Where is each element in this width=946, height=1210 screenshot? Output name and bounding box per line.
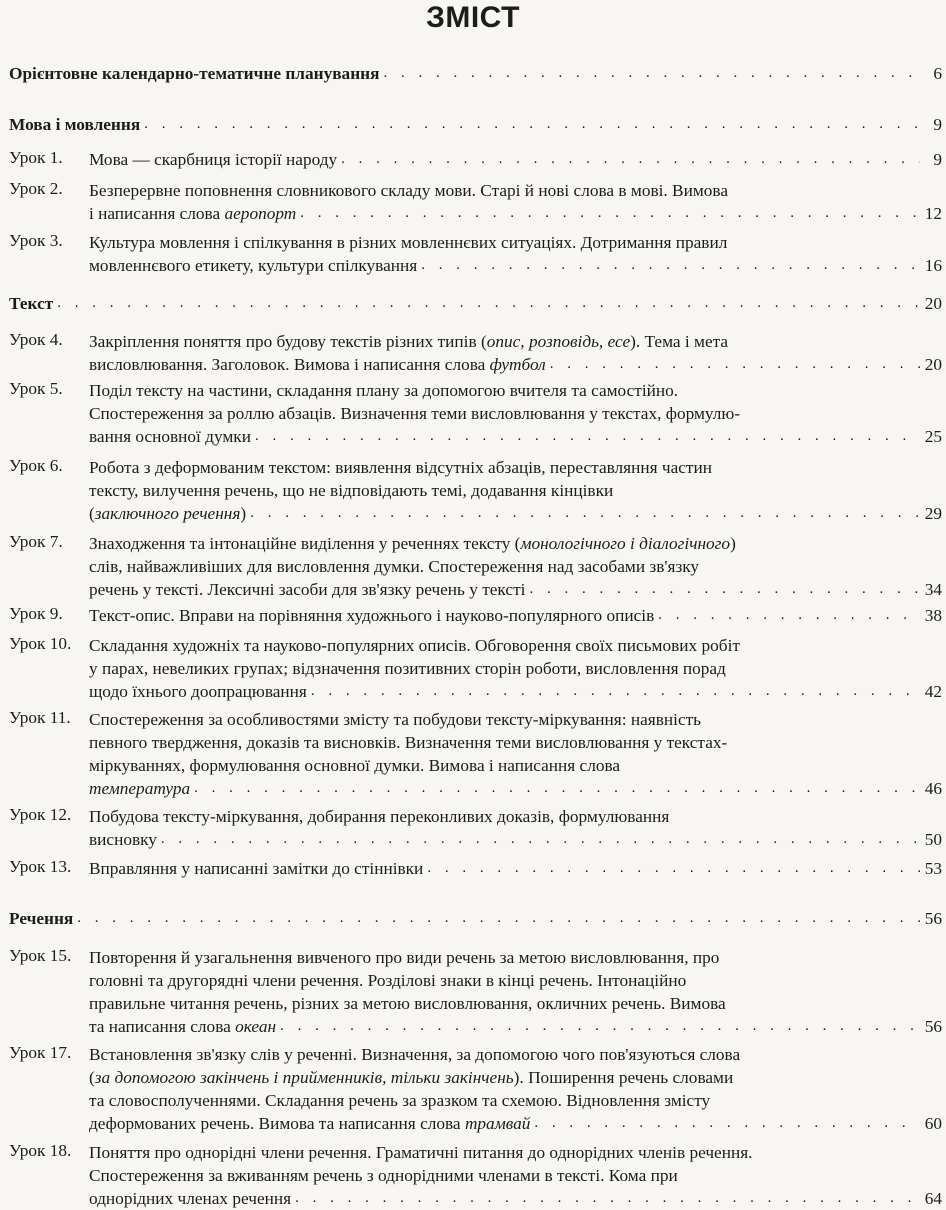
page-number: 46 [924,779,942,798]
page-number: 16 [924,256,942,275]
lesson-number: Урок 18. [9,1141,72,1160]
page-number: 20 [924,294,942,313]
section-title: Текст [9,294,54,313]
page-number: 6 [933,64,942,83]
lesson-title-line: Спостереження за вживанням речень з однорідними членами в тексті. Кома при [89,1166,678,1185]
page-number: 56 [924,1017,942,1036]
lesson-title-line: Закріплення поняття про будову текстів різних типів (опис, розповідь, есе). Тема і мета [89,332,729,351]
italic-phrase: за допомогою закінчень і прийменників, тільки закінчень [94,1068,514,1087]
italic-phrase: монологічного і діалогічного [520,534,731,553]
lesson-number: Урок 2. [9,179,63,198]
dot-leader [421,254,920,277]
lesson-title-line: тексту, вилучення речень, що не відповідають темі, додавання кінцівки [89,481,614,500]
lesson-title: Вправляння у написанні замітки до стіннівки [89,859,424,878]
dot-leader [300,202,920,225]
lesson-number: Урок 3. [9,231,63,250]
dot-leader [250,502,920,525]
page-number: 20 [924,355,942,374]
lesson-title-line: (заключного речення) [89,504,247,523]
lesson-title-line: і написання слова аеропорт [89,204,297,223]
lesson-title-line: Поділ тексту на частини, складання плану за допомогою вчителя та самостійно. [89,381,679,400]
lesson-title-line: Безперервне поповнення словникового складу мови. Старі й нові слова в мові. Вимова [89,181,729,200]
page-number: 9 [933,115,942,134]
lesson-number: Урок 13. [9,857,72,876]
lesson-title-line: та написання слова океан [89,1017,277,1036]
dot-leader [529,578,920,601]
lesson-title-line: Спостереження за роллю абзаців. Визначення теми висловлювання у текстах, формулю- [89,404,741,423]
lesson-title-line: певного твердження, доказів та висновків. Визначення теми висловлювання у текстах- [89,733,728,752]
dot-leader [295,1187,920,1210]
lesson-title-line: щодо їхнього доопрацювання [89,682,307,701]
lesson-title-line: висловлювання. Заголовок. Вимова і написання слова футбол [89,355,546,374]
italic-phrase: заключного речення [94,504,241,523]
page-number: 50 [924,830,942,849]
lesson-title-line: Встановлення зв'язку слів у реченні. Визначення, за допомогою чого пов'язуються слова [89,1045,741,1064]
lesson-number: Урок 10. [9,634,72,653]
lesson-title-line: Повторення й узагальнення вивченого про види речень за метою висловлювання, про [89,948,720,967]
lesson-number: Урок 7. [9,532,63,551]
dot-leader [194,777,920,800]
lesson-title-line: однорідних членах речення [89,1189,292,1208]
lesson-title: Мова — скарбниця історії народу [89,150,338,169]
lesson-number: Урок 9. [9,604,63,623]
page-title: ЗМІСТ [426,1,520,34]
lesson-number: Урок 11. [9,708,71,727]
lesson-title-line: Культура мовлення і спілкування в різних мовленнєвих ситуаціях. Дотримання правил [89,233,728,252]
lesson-title: Текст-опис. Вправи на порівняння художнього і науково-популярного описів [89,606,655,625]
dot-leader [427,857,920,880]
italic-word: футбол [489,355,546,374]
dot-leader [341,148,920,171]
lesson-title-line: висновку [89,830,157,849]
lesson-number: Урок 5. [9,379,63,398]
section-title: Речення [9,909,74,928]
lesson-title-line: у парах, невеликих групах; відзначення позитивних сторін роботи, висловлення порад [89,659,726,678]
dot-leader [77,907,920,930]
dot-leader [658,604,920,627]
page-number: 9 [933,150,942,169]
page-number: 64 [924,1189,942,1208]
dot-leader [311,680,920,703]
lesson-title-line: деформованих речень. Вимова та написання слова трамвай [89,1114,531,1133]
lesson-title-line: Поняття про однорідні члени речення. Граматичні питання до однорідних членів речення. [89,1143,753,1162]
page-number: 34 [924,580,942,599]
page-number: 29 [924,504,942,523]
dot-leader [383,62,920,85]
lesson-number: Урок 17. [9,1043,72,1062]
lesson-title-line: Знаходження та інтонаційне виділення у реченнях тексту (монологічного і діалогічного) [89,534,736,553]
italic-phrase: опис, розповідь, есе [486,332,631,351]
page-number: 60 [924,1114,942,1133]
lesson-number: Урок 15. [9,946,72,965]
lesson-number: Урок 6. [9,456,63,475]
lesson-title-line: правильне читання речень, різних за метою висловлювання, окличних речень. Вимова [89,994,726,1013]
page-number: 38 [924,606,942,625]
dot-leader [550,353,920,376]
lesson-title-line: та словосполученнями. Складання речень за зразком та схемою. Відновлення змісту [89,1091,711,1110]
page-number: 12 [924,204,942,223]
page-number: 53 [924,859,942,878]
italic-word: океан [235,1017,277,1036]
lesson-title-line: Робота з деформованим текстом: виявлення відсутніх абзаців, переставляння частин [89,458,712,477]
lesson-number: Урок 12. [9,805,72,824]
lesson-title-line: Складання художніх та науково-популярних описів. Обговорення своїх письмових робіт [89,636,740,655]
lesson-number: Урок 1. [9,148,63,167]
page-number: 56 [924,909,942,928]
lesson-title-line [89,777,190,800]
lesson-title-line: речень у тексті. Лексичні засоби для зв'язку речень у тексті [89,580,526,599]
lesson-number: Урок 4. [9,330,63,349]
dot-leader [255,425,920,448]
lesson-title-line: (за допомогою закінчень і прийменників, тільки закінчень). Поширення речень словами [89,1068,734,1087]
lesson-title-line: Побудова тексту-міркування, добирання переконливих доказів, формулювання [89,807,670,826]
page-number: 42 [924,682,942,701]
lesson-title-line: вання основної думки [89,427,251,446]
page-number: 25 [924,427,942,446]
dot-leader [161,828,920,851]
italic-word: аеропорт [224,204,297,223]
section-title: Орієнтовне календарно-тематичне планування [9,64,380,83]
dot-leader [280,1015,920,1038]
dot-leader [534,1112,920,1135]
lesson-title-line: мовленнєвого етикету, культури спілкування [89,256,418,275]
dot-leader [144,113,920,136]
section-title: Мова і мовлення [9,115,141,134]
lesson-title-line: головні та другорядні члени речення. Розділові знаки в кінці речень. Інтонаційно [89,971,687,990]
italic-word: трамвай [464,1114,531,1133]
lesson-title-line: міркуваннях, формулювання основної думки. Вимова і написання слова [89,756,621,775]
italic-word: температура [89,779,191,798]
dot-leader [57,292,920,315]
lesson-title-line: Спостереження за особливостями змісту та побудови тексту-міркування: наявність [89,710,702,729]
lesson-title-line: слів, найважливіших для висловлення думки. Спостереження над засобами зв'язку [89,557,700,576]
